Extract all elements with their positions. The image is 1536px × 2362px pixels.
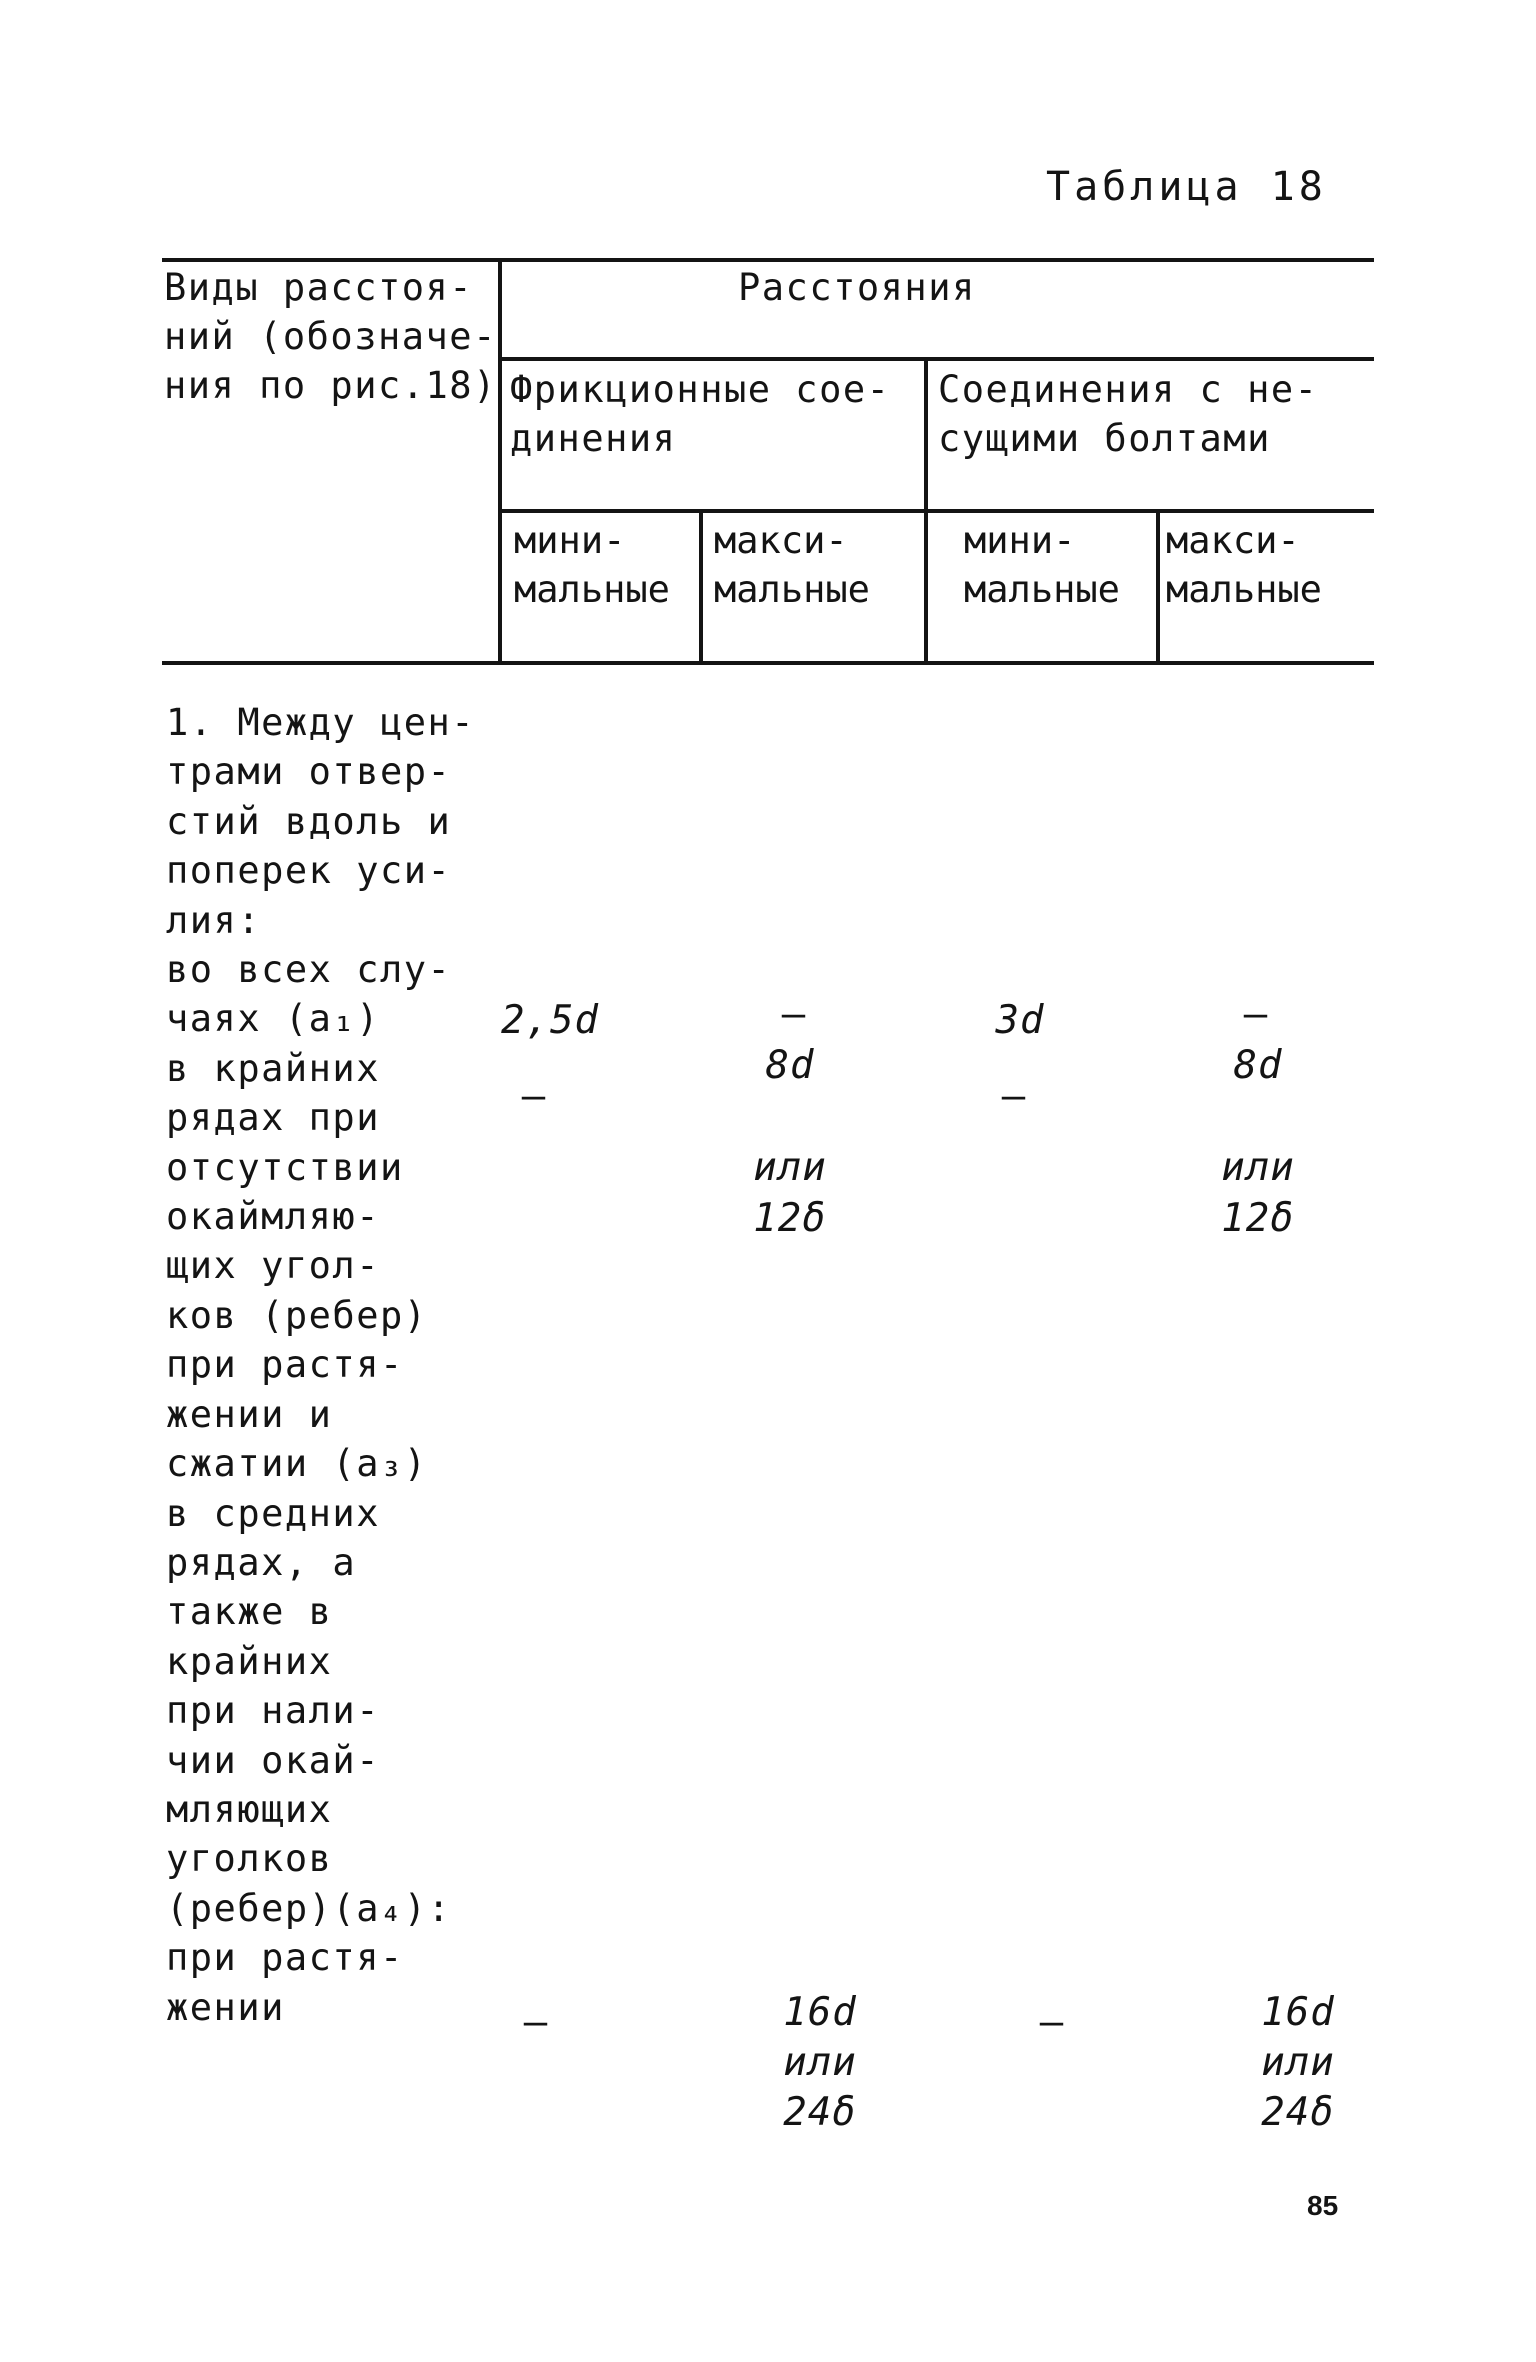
r2-friction-max-value: 8d или 12δ bbox=[753, 1043, 827, 1241]
row-distance-between-hole-centers: 1. Между цен- трами отвер- стий вдоль и поперек уси- лия: во всех слу- чаях (a₁) в крайних рядах при отсутствии окаймляю- щих угол- ков (ребер) при растя- жении и сжатии (a₃) в средних рядах, а также в крайних при нали- чии окай- мляющих уголков (ребер)(a₄): при растя- жении bbox=[166, 701, 476, 2029]
header-bearing-maximum: макси- мальные bbox=[1166, 519, 1322, 611]
r3-bearing-min-value: — bbox=[1039, 2000, 1065, 2045]
r1-friction-min-value: 2,5d bbox=[501, 998, 599, 1043]
header-divider-fric-minmax bbox=[699, 511, 703, 665]
header-divider-fric-bear bbox=[924, 359, 928, 665]
r2-friction-min-value: — bbox=[521, 1074, 547, 1119]
page-number: 85 bbox=[1307, 2190, 1339, 2221]
header-friction-minimum: мини- мальные bbox=[514, 519, 670, 611]
r1-bearing-max-value: — bbox=[1243, 992, 1269, 1037]
r1-bearing-min-value: 3d bbox=[995, 998, 1045, 1043]
r2-bearing-min-value: — bbox=[1001, 1074, 1027, 1119]
header-distances: Расстояния bbox=[738, 266, 976, 309]
r1-friction-max-value: — bbox=[781, 992, 807, 1037]
header-bearing-bolt-connections: Соединения с не- сущими болтами bbox=[938, 368, 1319, 460]
header-bearing-minimum: мини- мальные bbox=[964, 519, 1120, 611]
header-connections-rule bbox=[500, 509, 1374, 513]
r3-friction-max-value: 16d или 24δ bbox=[783, 1990, 857, 2135]
r3-bearing-max-value: 16d или 24δ bbox=[1261, 1990, 1335, 2135]
table-top-rule bbox=[162, 258, 1374, 262]
r3-friction-min-value: — bbox=[523, 2000, 549, 2045]
header-divider-bear-minmax bbox=[1156, 511, 1160, 665]
header-divider-main bbox=[498, 258, 502, 665]
header-friction-maximum: макси- мальные bbox=[714, 519, 870, 611]
header-kinds-of-distances: Виды расстоя- ний (обозначе- ния по рис.18) bbox=[164, 266, 497, 407]
header-friction-connections: Фрикционные сое- динения bbox=[510, 368, 891, 460]
header-distances-rule bbox=[500, 357, 1374, 361]
r2-bearing-max-value: 8d или 12δ bbox=[1221, 1043, 1295, 1241]
table-title: Таблица 18 bbox=[1046, 164, 1327, 210]
header-bottom-rule bbox=[162, 661, 1374, 665]
